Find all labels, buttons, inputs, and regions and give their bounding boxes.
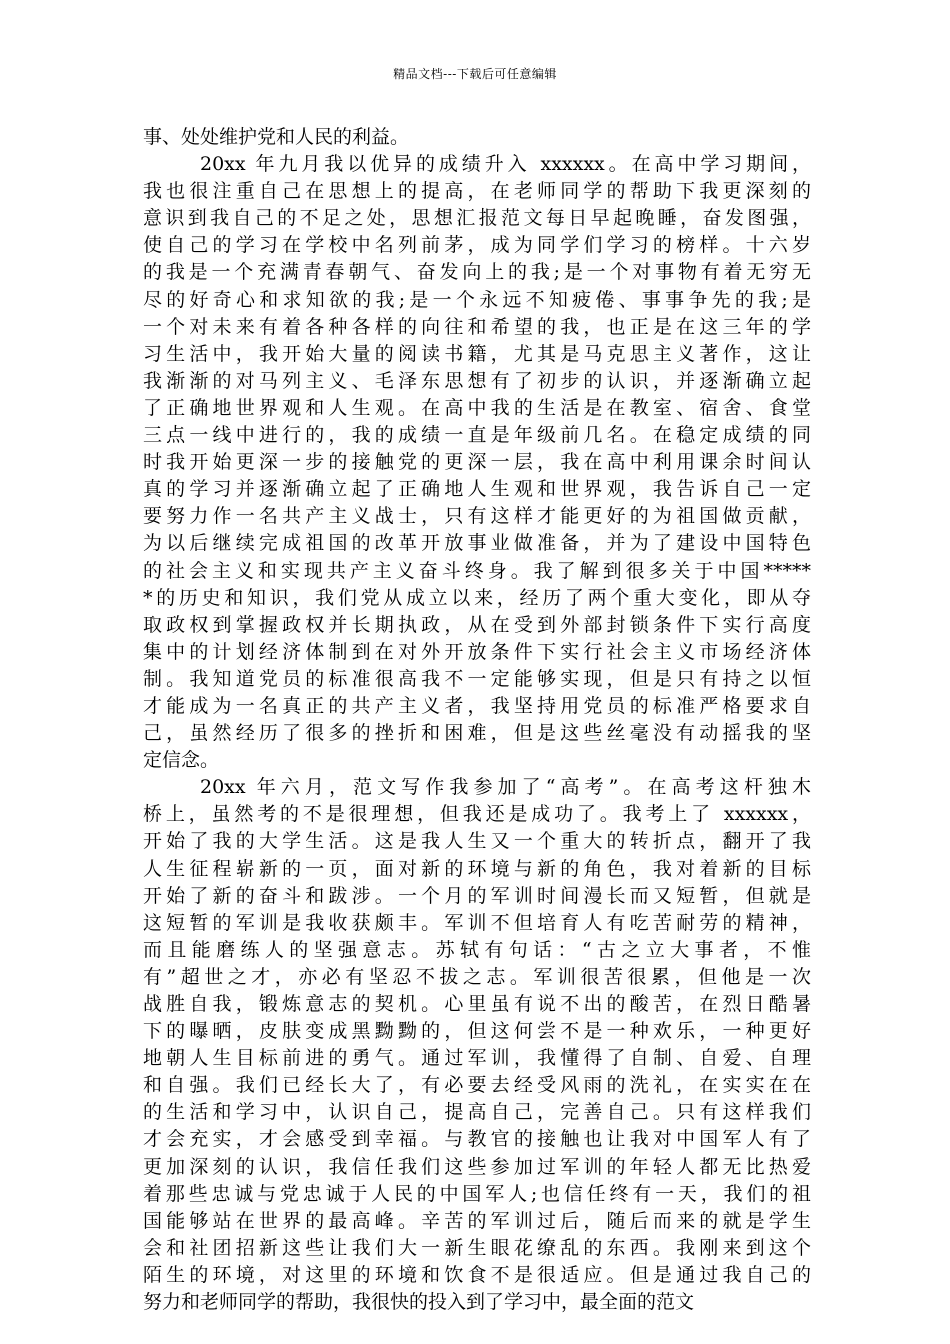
text-line: 时我开始更深一步的接触党的更深一层，我在高中利用课余时间认 [143, 451, 811, 474]
text-line: 下的曝晒，皮肤变成黑黝黝的，但这何尝不是一种欢乐，一种更好 [143, 1020, 811, 1043]
text-line: 人生征程崭新的一页，面对新的环境与新的角色，我对着新的目标 [143, 857, 811, 880]
text-line: 才能成为一名真正的共产主义者，我坚持用党员的标准严格要求自 [143, 694, 811, 717]
text-line: 要努力作一名共产主义战士，只有这样才能更好的为祖国做贡献， [143, 505, 811, 528]
text-line: 有”超世之才，亦必有坚忍不拔之志。军训很苦很累，但他是一次 [143, 965, 811, 988]
text-line: 使自己的学习在学校中名列前茅，成为同学们学习的榜样。十六岁 [143, 234, 811, 257]
text-line: 战胜自我，锻炼意志的契机。心里虽有说不出的酸苦，在烈日酷暑 [143, 993, 811, 1015]
text-line: 的我是一个充满青春朝气、奋发向上的我;是一个对事物有着无穷无 [143, 261, 811, 284]
text-line: 20xx 年六月，范文写作我参加了“高考”。在高考这杆独木 [200, 776, 811, 799]
text-line: 了正确地世界观和人生观。在高中我的生活是在教室、宿舍、食堂 [143, 396, 811, 419]
text-line: 而且能磨练人的坚强意志。苏轼有句话：“古之立大事者，不惟 [143, 938, 811, 961]
text-line: 开始了新的奋斗和跋涉。一个月的军训时间漫长而又短暂，但就是 [143, 884, 811, 907]
text-line: 尽的好奇心和求知欲的我;是一个永远不知疲倦、事事争先的我;是 [143, 288, 811, 311]
text-line: 我也很注重自己在思想上的提高，在老师同学的帮助下我更深刻的 [143, 180, 811, 203]
text-line: 为以后继续完成祖国的改革开放事业做准备，并为了建设中国特色 [143, 532, 811, 555]
text-line: 习生活中，我开始大量的阅读书籍，尤其是马克思主义著作，这让 [143, 342, 811, 365]
text-line: 着那些忠诚与党忠诚于人民的中国军人;也信任终有一天，我们的祖 [143, 1182, 811, 1205]
text-line: 陌生的环境，对这里的环境和饮食不是很适应。但是通过我自己的 [143, 1263, 811, 1286]
text-line: 取政权到掌握政权并长期执政，从在受到外部封锁条件下实行高度 [143, 613, 811, 636]
text-line: 定信念。 [143, 749, 220, 772]
text-line: 桥上，虽然考的不是很理想，但我还是成功了。我考上了 xxxxxx， [143, 803, 811, 826]
text-line: 我渐渐的对马列主义、毛泽东思想有了初步的认识，并逐渐确立起 [143, 369, 811, 392]
text-line: 三点一线中进行的，我的成绩一直是年级前几名。在稳定成绩的同 [143, 424, 811, 447]
paragraph [143, 151, 811, 774]
text-line: 这短暂的军训是我收获颇丰。军训不但培育人有吃苦耐劳的精神， [143, 911, 811, 934]
text-line: 国能够站在世界的最高峰。辛苦的军训过后，随后而来的就是学生 [143, 1209, 811, 1232]
text-line: 努力和老师同学的帮助，我很快的投入到了学习中，最全面的范文 [143, 1291, 695, 1314]
text-line: 地朝人生目标前进的勇气。通过军训，我懂得了自制、自爱、自理 [143, 1047, 811, 1070]
text-line: 才会充实，才会感受到幸福。与教官的接触也让我对中国军人有了 [143, 1128, 811, 1151]
text-line: *的历史和知识，我们党从成立以来，经历了两个重大变化，即从夺 [143, 586, 811, 609]
text-line: 意识到我自己的不足之处，思想汇报范文每日早起晚睡，奋发图强， [143, 207, 811, 230]
text-line: 的生活和学习中，认识自己，提高自己，完善自己。只有这样我们 [143, 1101, 811, 1124]
text-line: 和自强。我们已经长大了，有必要去经受风雨的洗礼，在实实在在 [143, 1074, 811, 1097]
page-header: 精品文档---下载后可任意编辑 [393, 67, 557, 81]
document-body [143, 124, 811, 1316]
text-line: 真的学习并逐渐确立起了正确地人生观和世界观，我告诉自己一定 [143, 478, 811, 501]
text-line: 己，虽然经历了很多的挫折和困难，但是这些丝毫没有动摇我的坚 [143, 722, 811, 745]
text-line: 事、处处维护党和人民的利益。 [143, 126, 410, 148]
text-line: 更加深刻的认识，我信任我们这些参加过军训的年轻人都无比热爱 [143, 1155, 811, 1178]
text-line: 制。我知道党员的标准很高我不一定能够实现，但是只有持之以恒 [143, 667, 811, 690]
text-line: 会和社团招新这些让我们大一新生眼花缭乱的东西。我刚来到这个 [143, 1236, 811, 1259]
paragraph [143, 774, 811, 1316]
text-line: 集中的计划经济体制到在对外开放条件下实行社会主义市场经济体 [143, 640, 811, 663]
text-line: 开始了我的大学生活。这是我人生又一个重大的转折点，翻开了我 [143, 830, 811, 853]
paragraph [143, 124, 811, 151]
text-line: 20xx 年九月我以优异的成绩升入 xxxxxx。在高中学习期间， [200, 153, 811, 176]
text-line: 一个对未来有着各种各样的向往和希望的我，也正是在这三年的学 [143, 315, 811, 338]
text-line: 的社会主义和实现共产主义奋斗终身。我了解到很多关于中国***** [143, 559, 811, 582]
